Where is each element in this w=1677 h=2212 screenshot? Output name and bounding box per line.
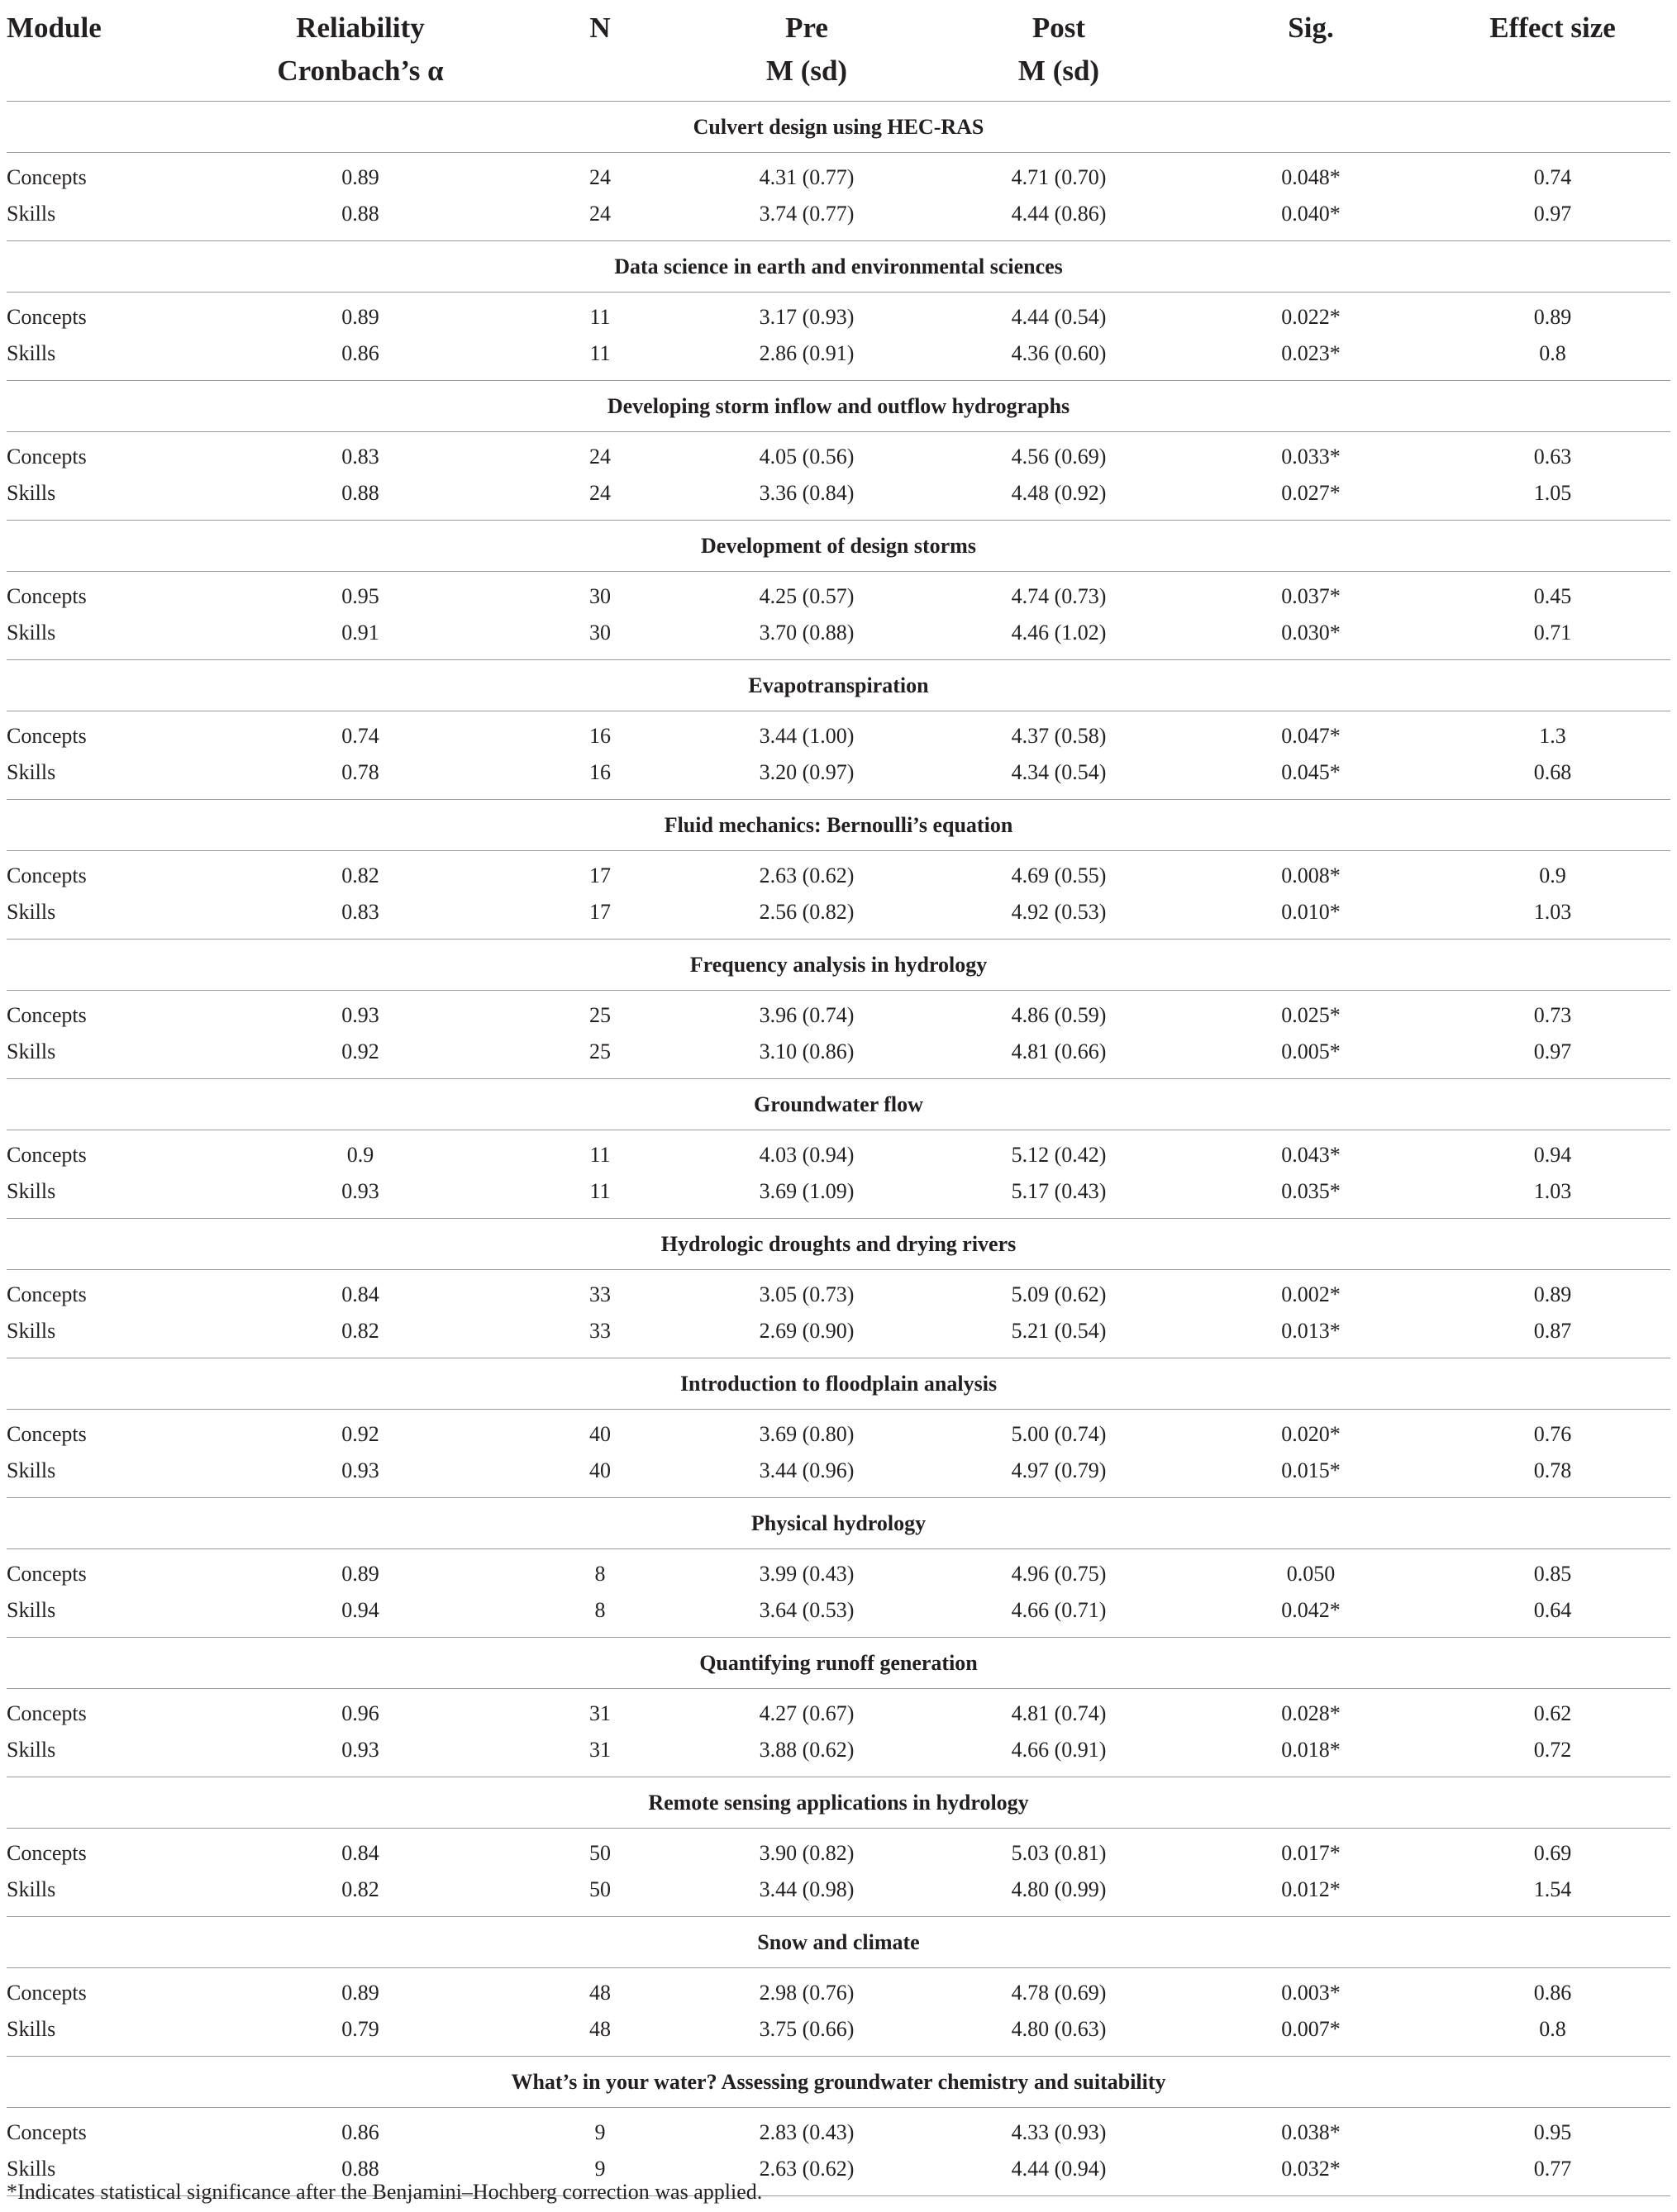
table-row: [7, 1173, 1670, 1219]
module-title: Frequency analysis in hydrology: [7, 940, 1670, 991]
n-cell: 9: [517, 2151, 683, 2196]
sig-cell: 0.038*: [1281, 2120, 1341, 2144]
sig-cell: 0.018*: [1187, 1732, 1435, 1777]
reliability-cell: 0.86: [203, 335, 517, 381]
row-label: Concepts: [7, 863, 87, 887]
pre-cell: 3.90 (0.82): [759, 1841, 855, 1865]
col-subheader-sig: [1187, 45, 1435, 102]
pre-cell: 4.25 (0.57): [759, 584, 855, 608]
effect-size-cell: 1.05: [1435, 475, 1670, 521]
table-row: [7, 432, 1670, 476]
table-row: [7, 1732, 1670, 1777]
n-cell: 17: [517, 894, 683, 940]
effect-size-cell: 0.97: [1435, 1034, 1670, 1079]
sig-cell: 0.023*: [1187, 335, 1435, 381]
table-row: [7, 1410, 1670, 1453]
reliability-cell: 0.94: [203, 1592, 517, 1638]
effect-size-cell: 0.69: [1533, 1841, 1572, 1865]
reliability-cell: 0.84: [341, 1841, 379, 1865]
post-cell: 4.81 (0.66): [931, 1034, 1187, 1079]
module-section-row: [7, 241, 1670, 293]
reliability-cell: 0.89: [341, 165, 379, 189]
table-row: [7, 572, 1670, 616]
table-row: [7, 2011, 1670, 2057]
effect-size-cell: 0.73: [1533, 1003, 1572, 1027]
pre-cell: 2.56 (0.82): [683, 894, 931, 940]
n-cell: 25: [589, 1003, 611, 1027]
sig-cell: 0.027*: [1187, 475, 1435, 521]
n-cell: 50: [517, 1872, 683, 1917]
sig-cell: 0.030*: [1187, 615, 1435, 660]
reliability-cell: 0.93: [203, 1453, 517, 1498]
pre-cell: 3.69 (0.80): [759, 1422, 855, 1446]
post-cell: 4.80 (0.63): [931, 2011, 1187, 2057]
effect-size-cell: 1.03: [1435, 894, 1670, 940]
n-cell: 24: [589, 445, 611, 469]
pre-cell: 2.98 (0.76): [759, 1981, 855, 2005]
effect-size-cell: 0.8: [1435, 335, 1670, 381]
row-label: Skills: [7, 615, 203, 660]
effect-size-cell: 0.85: [1533, 1562, 1572, 1586]
row-label: Skills: [7, 475, 203, 521]
post-cell: 5.12 (0.42): [1011, 1143, 1107, 1167]
col-subheader-module: [7, 45, 203, 102]
col-header-pre: Pre: [785, 12, 828, 44]
results-table: [7, 0, 1670, 2196]
module-title: Snow and climate: [7, 1917, 1670, 1968]
post-cell: 4.33 (0.93): [1011, 2120, 1107, 2144]
sig-cell: 0.015*: [1187, 1453, 1435, 1498]
reliability-cell: 0.84: [341, 1282, 379, 1306]
module-section-row: [7, 940, 1670, 991]
pre-cell: 4.03 (0.94): [759, 1143, 855, 1167]
sig-cell: 0.022*: [1281, 305, 1341, 329]
pre-cell: 2.83 (0.43): [759, 2120, 855, 2144]
table-row: [7, 293, 1670, 336]
sig-cell: 0.003*: [1281, 1981, 1341, 2005]
col-subheader-pre: M (sd): [683, 45, 931, 102]
module-title: Evapotranspiration: [7, 660, 1670, 711]
post-cell: 4.48 (0.92): [931, 475, 1187, 521]
row-label: Concepts: [7, 445, 87, 469]
n-cell: 16: [589, 724, 611, 748]
col-header-n: N: [589, 12, 611, 44]
pre-cell: 2.86 (0.91): [683, 335, 931, 381]
pre-cell: 3.99 (0.43): [759, 1562, 855, 1586]
effect-size-cell: 1.3: [1539, 724, 1566, 748]
reliability-cell: 0.82: [341, 863, 379, 887]
table-row: [7, 2108, 1670, 2152]
pre-cell: 3.44 (0.96): [683, 1453, 931, 1498]
row-label: Skills: [7, 2151, 203, 2196]
row-label: Skills: [7, 335, 203, 381]
module-title: Data science in earth and environmental sciences: [7, 241, 1670, 293]
reliability-cell: 0.86: [341, 2120, 379, 2144]
reliability-cell: 0.95: [341, 584, 379, 608]
sig-cell: 0.035*: [1187, 1173, 1435, 1219]
sig-cell: 0.007*: [1187, 2011, 1435, 2057]
post-cell: 4.86 (0.59): [1011, 1003, 1107, 1027]
module-title: Culvert design using HEC-RAS: [7, 102, 1670, 153]
row-label: Concepts: [7, 724, 87, 748]
reliability-cell: 0.88: [203, 475, 517, 521]
effect-size-cell: 1.03: [1435, 1173, 1670, 1219]
effect-size-cell: 0.95: [1533, 2120, 1572, 2144]
col-header-sig: Sig.: [1288, 12, 1334, 44]
table-row: [7, 1689, 1670, 1733]
sig-cell: 0.008*: [1281, 863, 1341, 887]
reliability-cell: 0.92: [341, 1422, 379, 1446]
col-header-effect-size: Effect size: [1489, 12, 1616, 44]
sig-cell: 0.045*: [1187, 754, 1435, 800]
row-label: Skills: [7, 1453, 203, 1498]
n-cell: 11: [517, 335, 683, 381]
post-cell: 4.78 (0.69): [1011, 1981, 1107, 2005]
post-cell: 4.92 (0.53): [931, 894, 1187, 940]
table-row: [7, 991, 1670, 1035]
module-section-row: [7, 660, 1670, 711]
effect-size-cell: 0.87: [1435, 1313, 1670, 1358]
table-row: [7, 1313, 1670, 1358]
table-row: [7, 1829, 1670, 1872]
sig-cell: 0.048*: [1281, 165, 1341, 189]
effect-size-cell: 1.54: [1435, 1872, 1670, 1917]
effect-size-cell: 0.89: [1533, 1282, 1572, 1306]
col-header-module: Module: [7, 12, 102, 44]
pre-cell: 3.74 (0.77): [683, 196, 931, 241]
effect-size-cell: 0.78: [1435, 1453, 1670, 1498]
row-label: Skills: [7, 1732, 203, 1777]
row-label: Skills: [7, 1173, 203, 1219]
table-row: [7, 475, 1670, 521]
n-cell: 24: [517, 475, 683, 521]
effect-size-cell: 0.8: [1435, 2011, 1670, 2057]
row-label: Skills: [7, 754, 203, 800]
row-label: Concepts: [7, 165, 87, 189]
post-cell: 4.44 (0.54): [1011, 305, 1107, 329]
n-cell: 48: [517, 2011, 683, 2057]
post-cell: 4.46 (1.02): [931, 615, 1187, 660]
module-section-row: [7, 1777, 1670, 1829]
n-cell: 40: [517, 1453, 683, 1498]
module-section-row: [7, 2057, 1670, 2108]
n-cell: 9: [594, 2120, 606, 2144]
reliability-cell: 0.78: [203, 754, 517, 800]
pre-cell: 3.70 (0.88): [683, 615, 931, 660]
effect-size-cell: 0.63: [1533, 445, 1572, 469]
header-subrow: [7, 45, 1670, 102]
reliability-cell: 0.93: [203, 1173, 517, 1219]
post-cell: 4.37 (0.58): [1011, 724, 1107, 748]
table-row: [7, 851, 1670, 895]
reliability-cell: 0.89: [341, 305, 379, 329]
table-header: [7, 0, 1670, 102]
reliability-cell: 0.74: [341, 724, 379, 748]
table-row: [7, 335, 1670, 381]
module-title: Quantifying runoff generation: [7, 1638, 1670, 1689]
module-section-row: [7, 1079, 1670, 1130]
n-cell: 30: [589, 584, 611, 608]
n-cell: 25: [517, 1034, 683, 1079]
col-header-post: Post: [1031, 12, 1086, 44]
row-label: Concepts: [7, 1143, 87, 1167]
pre-cell: 3.20 (0.97): [683, 754, 931, 800]
sig-cell: 0.017*: [1281, 1841, 1341, 1865]
pre-cell: 4.27 (0.67): [759, 1701, 855, 1725]
post-cell: 4.71 (0.70): [1011, 165, 1107, 189]
module-title: Hydrologic droughts and drying rivers: [7, 1219, 1670, 1270]
row-label: Concepts: [7, 1981, 87, 2005]
module-section-row: [7, 800, 1670, 851]
col-header-reliability: Reliability: [296, 12, 425, 44]
col-subheader-n: [517, 45, 683, 102]
table-row: [7, 153, 1670, 197]
reliability-cell: 0.89: [341, 1562, 379, 1586]
reliability-cell: 0.92: [203, 1034, 517, 1079]
effect-size-cell: 0.94: [1533, 1143, 1572, 1167]
row-label: Skills: [7, 1034, 203, 1079]
row-label: Skills: [7, 2011, 203, 2057]
post-cell: 4.97 (0.79): [931, 1453, 1187, 1498]
post-cell: 4.96 (0.75): [1011, 1562, 1107, 1586]
table-row: [7, 1270, 1670, 1314]
n-cell: 16: [517, 754, 683, 800]
post-cell: 4.66 (0.71): [931, 1592, 1187, 1638]
pre-cell: 2.63 (0.62): [759, 863, 855, 887]
pre-cell: 2.69 (0.90): [683, 1313, 931, 1358]
pre-cell: 3.69 (1.09): [683, 1173, 931, 1219]
sig-cell: 0.043*: [1281, 1143, 1341, 1167]
row-label: Skills: [7, 1313, 203, 1358]
sig-cell: 0.032*: [1187, 2151, 1435, 2196]
reliability-cell: 0.83: [341, 445, 379, 469]
row-label: Concepts: [7, 2120, 87, 2144]
pre-cell: 3.44 (0.98): [683, 1872, 931, 1917]
module-section-row: [7, 381, 1670, 432]
n-cell: 48: [589, 1981, 611, 2005]
table-row: [7, 754, 1670, 800]
n-cell: 11: [517, 1173, 683, 1219]
post-cell: 5.17 (0.43): [931, 1173, 1187, 1219]
sig-cell: 0.013*: [1187, 1313, 1435, 1358]
n-cell: 50: [589, 1841, 611, 1865]
n-cell: 24: [589, 165, 611, 189]
effect-size-cell: 0.71: [1435, 615, 1670, 660]
row-label: Concepts: [7, 305, 87, 329]
post-cell: 4.66 (0.91): [931, 1732, 1187, 1777]
sig-cell: 0.037*: [1281, 584, 1341, 608]
module-title: Developing storm inflow and outflow hydrographs: [7, 381, 1670, 432]
post-cell: 5.03 (0.81): [1011, 1841, 1107, 1865]
pre-cell: 3.05 (0.73): [759, 1282, 855, 1306]
table-row: [7, 1549, 1670, 1593]
n-cell: 8: [517, 1592, 683, 1638]
module-title: Groundwater flow: [7, 1079, 1670, 1130]
effect-size-cell: 0.68: [1435, 754, 1670, 800]
col-subheader-post: M (sd): [931, 45, 1187, 102]
row-label: Skills: [7, 1872, 203, 1917]
pre-cell: 2.63 (0.62): [683, 2151, 931, 2196]
module-section-row: [7, 1917, 1670, 1968]
table-row: [7, 1872, 1670, 1917]
effect-size-cell: 0.62: [1533, 1701, 1572, 1725]
sig-cell: 0.005*: [1187, 1034, 1435, 1079]
reliability-cell: 0.88: [203, 196, 517, 241]
table-row: [7, 1592, 1670, 1638]
module-section-row: [7, 1219, 1670, 1270]
post-cell: 4.74 (0.73): [1011, 584, 1107, 608]
n-cell: 33: [589, 1282, 611, 1306]
table-row: [7, 1034, 1670, 1079]
post-cell: 4.56 (0.69): [1011, 445, 1107, 469]
module-title: What’s in your water? Assessing groundwater chemistry and suitability: [7, 2057, 1670, 2108]
sig-cell: 0.012*: [1187, 1872, 1435, 1917]
n-cell: 11: [589, 1143, 611, 1167]
table-footnote: *Indicates statistical significance after the Benjamini–Hochberg correction was applied.: [7, 2180, 763, 2204]
table-body: [7, 102, 1670, 2196]
table-row: [7, 711, 1670, 755]
header-row: [7, 0, 1670, 45]
module-section-row: [7, 1638, 1670, 1689]
effect-size-cell: 0.89: [1533, 305, 1572, 329]
module-section-row: [7, 521, 1670, 572]
table-row: [7, 196, 1670, 241]
pre-cell: 3.75 (0.66): [683, 2011, 931, 2057]
effect-size-cell: 0.45: [1533, 584, 1572, 608]
reliability-cell: 0.89: [341, 1981, 379, 2005]
sig-cell: 0.047*: [1281, 724, 1341, 748]
sig-cell: 0.020*: [1281, 1422, 1341, 1446]
n-cell: 8: [594, 1562, 606, 1586]
row-label: Concepts: [7, 1422, 87, 1446]
effect-size-cell: 0.64: [1435, 1592, 1670, 1638]
post-cell: 5.21 (0.54): [931, 1313, 1187, 1358]
reliability-cell: 0.83: [203, 894, 517, 940]
sig-cell: 0.040*: [1187, 196, 1435, 241]
sig-cell: 0.042*: [1187, 1592, 1435, 1638]
module-section-row: [7, 102, 1670, 153]
pre-cell: 3.44 (1.00): [759, 724, 855, 748]
n-cell: 31: [589, 1701, 611, 1725]
module-section-row: [7, 1498, 1670, 1549]
sig-cell: 0.025*: [1281, 1003, 1341, 1027]
module-title: Physical hydrology: [7, 1498, 1670, 1549]
row-label: Concepts: [7, 1282, 87, 1306]
n-cell: 40: [589, 1422, 611, 1446]
pre-cell: 3.88 (0.62): [683, 1732, 931, 1777]
reliability-cell: 0.93: [203, 1732, 517, 1777]
reliability-cell: 0.91: [203, 615, 517, 660]
sig-cell: 0.050: [1286, 1562, 1336, 1586]
sig-cell: 0.002*: [1281, 1282, 1341, 1306]
n-cell: 30: [517, 615, 683, 660]
reliability-cell: 0.93: [341, 1003, 379, 1027]
module-title: Development of design storms: [7, 521, 1670, 572]
sig-cell: 0.028*: [1281, 1701, 1341, 1725]
table-row: [7, 894, 1670, 940]
pre-cell: 4.31 (0.77): [759, 165, 855, 189]
effect-size-cell: 0.77: [1435, 2151, 1670, 2196]
pre-cell: 3.96 (0.74): [759, 1003, 855, 1027]
effect-size-cell: 0.97: [1435, 196, 1670, 241]
reliability-cell: 0.79: [203, 2011, 517, 2057]
pre-cell: 4.05 (0.56): [759, 445, 855, 469]
post-cell: 4.44 (0.86): [931, 196, 1187, 241]
col-subheader-reliability: Cronbach’s α: [203, 45, 517, 102]
table-row: [7, 1968, 1670, 2012]
row-label: Skills: [7, 196, 203, 241]
post-cell: 5.00 (0.74): [1011, 1422, 1107, 1446]
pre-cell: 3.17 (0.93): [759, 305, 855, 329]
reliability-cell: 0.9: [346, 1143, 374, 1167]
module-title: Fluid mechanics: Bernoulli’s equation: [7, 800, 1670, 851]
effect-size-cell: 0.76: [1533, 1422, 1572, 1446]
pre-cell: 3.10 (0.86): [683, 1034, 931, 1079]
table-row: [7, 1130, 1670, 1174]
row-label: Skills: [7, 894, 203, 940]
effect-size-cell: 0.74: [1533, 165, 1572, 189]
module-title: Introduction to floodplain analysis: [7, 1358, 1670, 1410]
row-label: Concepts: [7, 1562, 87, 1586]
effect-size-cell: 0.72: [1435, 1732, 1670, 1777]
n-cell: 11: [589, 305, 611, 329]
n-cell: 31: [517, 1732, 683, 1777]
reliability-cell: 0.96: [341, 1701, 379, 1725]
n-cell: 17: [589, 863, 611, 887]
n-cell: 33: [517, 1313, 683, 1358]
row-label: Concepts: [7, 584, 87, 608]
row-label: Skills: [7, 1592, 203, 1638]
post-cell: 4.69 (0.55): [1011, 863, 1107, 887]
post-cell: 4.81 (0.74): [1011, 1701, 1107, 1725]
effect-size-cell: 0.9: [1539, 863, 1566, 887]
module-title: Remote sensing applications in hydrology: [7, 1777, 1670, 1829]
post-cell: 4.34 (0.54): [931, 754, 1187, 800]
post-cell: 5.09 (0.62): [1011, 1282, 1107, 1306]
pre-cell: 3.64 (0.53): [683, 1592, 931, 1638]
row-label: Concepts: [7, 1841, 87, 1865]
reliability-cell: 0.82: [203, 1872, 517, 1917]
reliability-cell: 0.82: [203, 1313, 517, 1358]
sig-cell: 0.010*: [1187, 894, 1435, 940]
row-label: Concepts: [7, 1701, 87, 1725]
row-label: Concepts: [7, 1003, 87, 1027]
post-cell: 4.44 (0.94): [931, 2151, 1187, 2196]
post-cell: 4.36 (0.60): [931, 335, 1187, 381]
table-row: [7, 1453, 1670, 1498]
post-cell: 4.80 (0.99): [931, 1872, 1187, 1917]
sig-cell: 0.033*: [1281, 445, 1341, 469]
module-section-row: [7, 1358, 1670, 1410]
effect-size-cell: 0.86: [1533, 1981, 1572, 2005]
table-row: [7, 615, 1670, 660]
n-cell: 24: [517, 196, 683, 241]
reliability-cell: 0.88: [203, 2151, 517, 2196]
pre-cell: 3.36 (0.84): [683, 475, 931, 521]
col-subheader-effect: [1435, 45, 1670, 102]
